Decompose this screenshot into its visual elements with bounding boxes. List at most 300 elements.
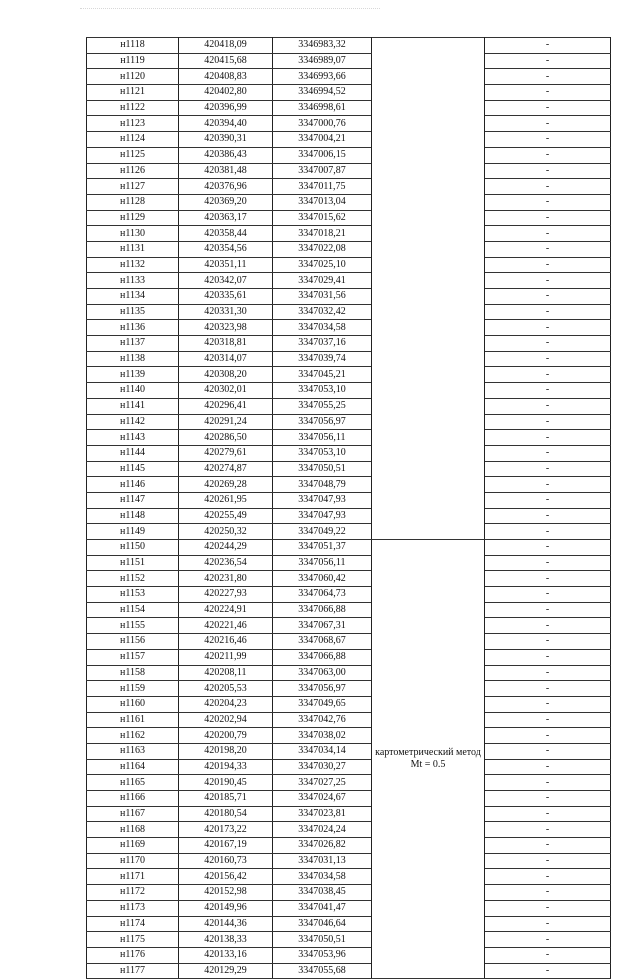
description-cell: -: [485, 430, 611, 446]
point-number-cell: н1164: [87, 759, 179, 775]
point-number-cell: н1177: [87, 963, 179, 979]
y-coordinate-cell: 3347038,02: [273, 728, 372, 744]
table-row: [87, 336, 611, 352]
point-number-cell: н1139: [87, 367, 179, 383]
x-coordinate-cell: 420180,54: [179, 806, 273, 822]
table-row: [87, 822, 611, 838]
table-row: [87, 885, 611, 901]
table-row: [87, 147, 611, 163]
description-cell: -: [485, 147, 611, 163]
x-coordinate-cell: 420335,61: [179, 289, 273, 305]
table-row: [87, 775, 611, 791]
coordinates-table: [86, 37, 611, 979]
y-coordinate-cell: 3347039,74: [273, 351, 372, 367]
point-number-cell: н1150: [87, 540, 179, 556]
x-coordinate-cell: 420418,09: [179, 38, 273, 54]
x-coordinate-cell: 420302,01: [179, 383, 273, 399]
x-coordinate-cell: 420190,45: [179, 775, 273, 791]
x-coordinate-cell: 420415,68: [179, 53, 273, 69]
x-coordinate-cell: 420381,48: [179, 163, 273, 179]
y-coordinate-cell: 3347041,47: [273, 900, 372, 916]
description-cell: -: [485, 900, 611, 916]
x-coordinate-cell: 420351,11: [179, 257, 273, 273]
table-row: [87, 38, 611, 54]
x-coordinate-cell: 420208,11: [179, 665, 273, 681]
description-cell: -: [485, 743, 611, 759]
point-number-cell: н1135: [87, 304, 179, 320]
table-row: [87, 759, 611, 775]
point-number-cell: н1121: [87, 85, 179, 101]
point-number-cell: н1168: [87, 822, 179, 838]
description-cell: -: [485, 524, 611, 540]
description-cell: -: [485, 806, 611, 822]
point-number-cell: н1151: [87, 555, 179, 571]
x-coordinate-cell: 420144,36: [179, 916, 273, 932]
x-coordinate-cell: 420358,44: [179, 226, 273, 242]
x-coordinate-cell: 420323,98: [179, 320, 273, 336]
point-number-cell: н1175: [87, 932, 179, 948]
description-cell: -: [485, 947, 611, 963]
y-coordinate-cell: 3346998,61: [273, 100, 372, 116]
table-row: [87, 132, 611, 148]
x-coordinate-cell: 420224,91: [179, 602, 273, 618]
point-number-cell: н1152: [87, 571, 179, 587]
point-number-cell: н1169: [87, 838, 179, 854]
table-row: [87, 524, 611, 540]
x-coordinate-cell: 420149,96: [179, 900, 273, 916]
x-coordinate-cell: 420314,07: [179, 351, 273, 367]
x-coordinate-cell: 420408,83: [179, 69, 273, 85]
y-coordinate-cell: 3347034,58: [273, 869, 372, 885]
description-cell: -: [485, 492, 611, 508]
y-coordinate-cell: 3346993,66: [273, 69, 372, 85]
x-coordinate-cell: 420173,22: [179, 822, 273, 838]
point-number-cell: н1141: [87, 398, 179, 414]
table-row: [87, 273, 611, 289]
description-cell: -: [485, 304, 611, 320]
description-cell: -: [485, 681, 611, 697]
x-coordinate-cell: 420394,40: [179, 116, 273, 132]
description-cell: -: [485, 367, 611, 383]
y-coordinate-cell: 3347047,93: [273, 508, 372, 524]
y-coordinate-cell: 3347007,87: [273, 163, 372, 179]
table-row: [87, 618, 611, 634]
y-coordinate-cell: 3347050,51: [273, 932, 372, 948]
point-number-cell: н1147: [87, 492, 179, 508]
x-coordinate-cell: 420152,98: [179, 885, 273, 901]
description-cell: -: [485, 289, 611, 305]
table-row: [87, 430, 611, 446]
table-row: [87, 665, 611, 681]
y-coordinate-cell: 3347034,14: [273, 743, 372, 759]
x-coordinate-cell: 420236,54: [179, 555, 273, 571]
point-number-cell: н1167: [87, 806, 179, 822]
y-coordinate-cell: 3347066,88: [273, 602, 372, 618]
x-coordinate-cell: 420390,31: [179, 132, 273, 148]
table-row: [87, 492, 611, 508]
table-row: [87, 461, 611, 477]
description-cell: -: [485, 618, 611, 634]
x-coordinate-cell: 420244,29: [179, 540, 273, 556]
point-number-cell: н1133: [87, 273, 179, 289]
x-coordinate-cell: 420129,29: [179, 963, 273, 979]
y-coordinate-cell: 3347015,62: [273, 210, 372, 226]
table-row: [87, 806, 611, 822]
point-number-cell: н1155: [87, 618, 179, 634]
y-coordinate-cell: 3347063,00: [273, 665, 372, 681]
table-row: [87, 947, 611, 963]
point-number-cell: н1173: [87, 900, 179, 916]
description-cell: -: [485, 571, 611, 587]
y-coordinate-cell: 3347050,51: [273, 461, 372, 477]
method-cell-upper: [372, 38, 485, 540]
point-number-cell: н1157: [87, 649, 179, 665]
y-coordinate-cell: 3347037,16: [273, 336, 372, 352]
x-coordinate-cell: 420211,99: [179, 649, 273, 665]
x-coordinate-cell: 420279,61: [179, 445, 273, 461]
table-row: [87, 712, 611, 728]
x-coordinate-cell: 420221,46: [179, 618, 273, 634]
description-cell: -: [485, 540, 611, 556]
point-number-cell: н1129: [87, 210, 179, 226]
table-row: [87, 477, 611, 493]
description-cell: -: [485, 461, 611, 477]
x-coordinate-cell: 420216,46: [179, 634, 273, 650]
description-cell: -: [485, 602, 611, 618]
y-coordinate-cell: 3347030,27: [273, 759, 372, 775]
y-coordinate-cell: 3347045,21: [273, 367, 372, 383]
table-row: [87, 602, 611, 618]
point-number-cell: н1148: [87, 508, 179, 524]
description-cell: -: [485, 696, 611, 712]
point-number-cell: н1163: [87, 743, 179, 759]
description-cell: -: [485, 336, 611, 352]
description-cell: -: [485, 163, 611, 179]
point-number-cell: н1132: [87, 257, 179, 273]
description-cell: -: [485, 932, 611, 948]
y-coordinate-cell: 3347060,42: [273, 571, 372, 587]
point-number-cell: н1171: [87, 869, 179, 885]
y-coordinate-cell: 3346989,07: [273, 53, 372, 69]
y-coordinate-cell: 3347055,25: [273, 398, 372, 414]
table-row: [87, 69, 611, 85]
description-cell: -: [485, 241, 611, 257]
point-number-cell: н1140: [87, 383, 179, 399]
y-coordinate-cell: 3347053,10: [273, 383, 372, 399]
description-cell: -: [485, 963, 611, 979]
point-number-cell: н1130: [87, 226, 179, 242]
table-row: [87, 116, 611, 132]
description-cell: -: [485, 775, 611, 791]
y-coordinate-cell: 3347066,88: [273, 649, 372, 665]
point-number-cell: н1158: [87, 665, 179, 681]
table-row: [87, 179, 611, 195]
y-coordinate-cell: 3347042,76: [273, 712, 372, 728]
table-row: [87, 53, 611, 69]
table-row: [87, 304, 611, 320]
x-coordinate-cell: 420269,28: [179, 477, 273, 493]
table-row: [87, 445, 611, 461]
point-number-cell: н1137: [87, 336, 179, 352]
x-coordinate-cell: 420386,43: [179, 147, 273, 163]
description-cell: -: [485, 477, 611, 493]
x-coordinate-cell: 420167,19: [179, 838, 273, 854]
y-coordinate-cell: 3347068,67: [273, 634, 372, 650]
y-coordinate-cell: 3347024,67: [273, 791, 372, 807]
table-row: [87, 289, 611, 305]
description-cell: -: [485, 885, 611, 901]
x-coordinate-cell: 420202,94: [179, 712, 273, 728]
y-coordinate-cell: 3347049,22: [273, 524, 372, 540]
y-coordinate-cell: 3347051,37: [273, 540, 372, 556]
x-coordinate-cell: 420156,42: [179, 869, 273, 885]
y-coordinate-cell: 3347026,82: [273, 838, 372, 854]
table-row: [87, 163, 611, 179]
point-number-cell: н1174: [87, 916, 179, 932]
x-coordinate-cell: 420204,23: [179, 696, 273, 712]
x-coordinate-cell: 420308,20: [179, 367, 273, 383]
table-row: [87, 383, 611, 399]
x-coordinate-cell: 420369,20: [179, 194, 273, 210]
table-row: [87, 681, 611, 697]
x-coordinate-cell: 420274,87: [179, 461, 273, 477]
table-row: [87, 743, 611, 759]
y-coordinate-cell: 3347029,41: [273, 273, 372, 289]
point-number-cell: н1149: [87, 524, 179, 540]
x-coordinate-cell: 420363,17: [179, 210, 273, 226]
x-coordinate-cell: 420296,41: [179, 398, 273, 414]
y-coordinate-cell: 3347004,21: [273, 132, 372, 148]
point-number-cell: н1138: [87, 351, 179, 367]
description-cell: -: [485, 53, 611, 69]
description-cell: -: [485, 508, 611, 524]
table-row: [87, 853, 611, 869]
x-coordinate-cell: 420331,30: [179, 304, 273, 320]
table-row: [87, 963, 611, 979]
point-number-cell: н1165: [87, 775, 179, 791]
x-coordinate-cell: 420138,33: [179, 932, 273, 948]
x-coordinate-cell: 420198,20: [179, 743, 273, 759]
table-row: [87, 241, 611, 257]
y-coordinate-cell: 3347011,75: [273, 179, 372, 195]
description-cell: -: [485, 383, 611, 399]
table-row: [87, 508, 611, 524]
x-coordinate-cell: 420342,07: [179, 273, 273, 289]
y-coordinate-cell: 3347024,24: [273, 822, 372, 838]
y-coordinate-cell: 3347056,97: [273, 681, 372, 697]
x-coordinate-cell: 420231,80: [179, 571, 273, 587]
table-row: [87, 85, 611, 101]
description-cell: -: [485, 587, 611, 603]
table-row: [87, 555, 611, 571]
description-cell: -: [485, 85, 611, 101]
table-row: [87, 226, 611, 242]
description-cell: -: [485, 822, 611, 838]
description-cell: -: [485, 838, 611, 854]
description-cell: -: [485, 38, 611, 54]
y-coordinate-cell: 3347046,64: [273, 916, 372, 932]
x-coordinate-cell: 420227,93: [179, 587, 273, 603]
description-cell: -: [485, 273, 611, 289]
table-row: [87, 728, 611, 744]
point-number-cell: н1156: [87, 634, 179, 650]
description-cell: -: [485, 398, 611, 414]
description-cell: -: [485, 791, 611, 807]
table-row: [87, 367, 611, 383]
y-coordinate-cell: 3347034,58: [273, 320, 372, 336]
x-coordinate-cell: 420291,24: [179, 414, 273, 430]
y-coordinate-cell: 3347067,31: [273, 618, 372, 634]
point-number-cell: н1134: [87, 289, 179, 305]
y-coordinate-cell: 3347038,45: [273, 885, 372, 901]
description-cell: -: [485, 351, 611, 367]
description-cell: -: [485, 916, 611, 932]
description-cell: -: [485, 712, 611, 728]
description-cell: -: [485, 132, 611, 148]
coordinates-table-body: [87, 38, 611, 979]
y-coordinate-cell: 3347018,21: [273, 226, 372, 242]
description-cell: -: [485, 665, 611, 681]
point-number-cell: н1160: [87, 696, 179, 712]
point-number-cell: н1128: [87, 194, 179, 210]
point-number-cell: н1124: [87, 132, 179, 148]
description-cell: -: [485, 69, 611, 85]
table-row: [87, 414, 611, 430]
y-coordinate-cell: 3347053,10: [273, 445, 372, 461]
table-row: [87, 916, 611, 932]
table-row: [87, 210, 611, 226]
x-coordinate-cell: 420160,73: [179, 853, 273, 869]
x-coordinate-cell: 420354,56: [179, 241, 273, 257]
point-number-cell: н1159: [87, 681, 179, 697]
y-coordinate-cell: 3347032,42: [273, 304, 372, 320]
point-number-cell: н1136: [87, 320, 179, 336]
description-cell: -: [485, 320, 611, 336]
y-coordinate-cell: 3347013,04: [273, 194, 372, 210]
y-coordinate-cell: 3347025,10: [273, 257, 372, 273]
y-coordinate-cell: 3347000,76: [273, 116, 372, 132]
table-row: [87, 649, 611, 665]
point-number-cell: н1127: [87, 179, 179, 195]
description-cell: -: [485, 226, 611, 242]
point-number-cell: н1125: [87, 147, 179, 163]
x-coordinate-cell: 420255,49: [179, 508, 273, 524]
y-coordinate-cell: 3347053,96: [273, 947, 372, 963]
table-row: [87, 194, 611, 210]
point-number-cell: н1120: [87, 69, 179, 85]
point-number-cell: н1144: [87, 445, 179, 461]
description-cell: -: [485, 869, 611, 885]
table-row: [87, 587, 611, 603]
table-row: [87, 571, 611, 587]
table-row: [87, 257, 611, 273]
y-coordinate-cell: 3346994,52: [273, 85, 372, 101]
table-row: [87, 634, 611, 650]
table-row: [87, 932, 611, 948]
y-coordinate-cell: 3347048,79: [273, 477, 372, 493]
table-row: [87, 696, 611, 712]
description-cell: -: [485, 116, 611, 132]
point-number-cell: н1146: [87, 477, 179, 493]
description-cell: -: [485, 853, 611, 869]
table-row: [87, 398, 611, 414]
y-coordinate-cell: 3346983,32: [273, 38, 372, 54]
y-coordinate-cell: 3347064,73: [273, 587, 372, 603]
y-coordinate-cell: 3347023,81: [273, 806, 372, 822]
y-coordinate-cell: 3347031,13: [273, 853, 372, 869]
description-cell: -: [485, 634, 611, 650]
point-number-cell: н1172: [87, 885, 179, 901]
x-coordinate-cell: 420286,50: [179, 430, 273, 446]
y-coordinate-cell: 3347031,56: [273, 289, 372, 305]
point-number-cell: н1118: [87, 38, 179, 54]
point-number-cell: н1131: [87, 241, 179, 257]
point-number-cell: н1153: [87, 587, 179, 603]
table-row: [87, 869, 611, 885]
point-number-cell: н1123: [87, 116, 179, 132]
description-cell: -: [485, 728, 611, 744]
description-cell: -: [485, 414, 611, 430]
point-number-cell: н1122: [87, 100, 179, 116]
y-coordinate-cell: 3347056,97: [273, 414, 372, 430]
y-coordinate-cell: 3347056,11: [273, 555, 372, 571]
description-cell: -: [485, 759, 611, 775]
description-cell: -: [485, 257, 611, 273]
description-cell: -: [485, 179, 611, 195]
x-coordinate-cell: 420250,32: [179, 524, 273, 540]
x-coordinate-cell: 420318,81: [179, 336, 273, 352]
table-row: [87, 351, 611, 367]
y-coordinate-cell: 3347027,25: [273, 775, 372, 791]
point-number-cell: н1119: [87, 53, 179, 69]
scan-header-noise: [80, 8, 380, 13]
point-number-cell: н1126: [87, 163, 179, 179]
x-coordinate-cell: 420376,96: [179, 179, 273, 195]
description-cell: -: [485, 555, 611, 571]
point-number-cell: н1154: [87, 602, 179, 618]
x-coordinate-cell: 420133,16: [179, 947, 273, 963]
point-number-cell: н1142: [87, 414, 179, 430]
x-coordinate-cell: 420185,71: [179, 791, 273, 807]
y-coordinate-cell: 3347047,93: [273, 492, 372, 508]
description-cell: -: [485, 445, 611, 461]
y-coordinate-cell: 3347022,08: [273, 241, 372, 257]
point-number-cell: н1176: [87, 947, 179, 963]
x-coordinate-cell: 420200,79: [179, 728, 273, 744]
point-number-cell: н1162: [87, 728, 179, 744]
description-cell: -: [485, 649, 611, 665]
table-row: [87, 100, 611, 116]
point-number-cell: н1166: [87, 791, 179, 807]
x-coordinate-cell: 420396,99: [179, 100, 273, 116]
table-row: [87, 791, 611, 807]
point-number-cell: н1161: [87, 712, 179, 728]
description-cell: -: [485, 100, 611, 116]
x-coordinate-cell: 420194,33: [179, 759, 273, 775]
method-cell-lower: картометрический метод Mt = 0.5: [372, 540, 485, 979]
table-row: [87, 900, 611, 916]
x-coordinate-cell: 420205,53: [179, 681, 273, 697]
y-coordinate-cell: 3347006,15: [273, 147, 372, 163]
table-row: [87, 540, 611, 556]
description-cell: -: [485, 194, 611, 210]
x-coordinate-cell: 420402,80: [179, 85, 273, 101]
description-cell: -: [485, 210, 611, 226]
y-coordinate-cell: 3347049,65: [273, 696, 372, 712]
point-number-cell: н1143: [87, 430, 179, 446]
point-number-cell: н1145: [87, 461, 179, 477]
point-number-cell: н1170: [87, 853, 179, 869]
